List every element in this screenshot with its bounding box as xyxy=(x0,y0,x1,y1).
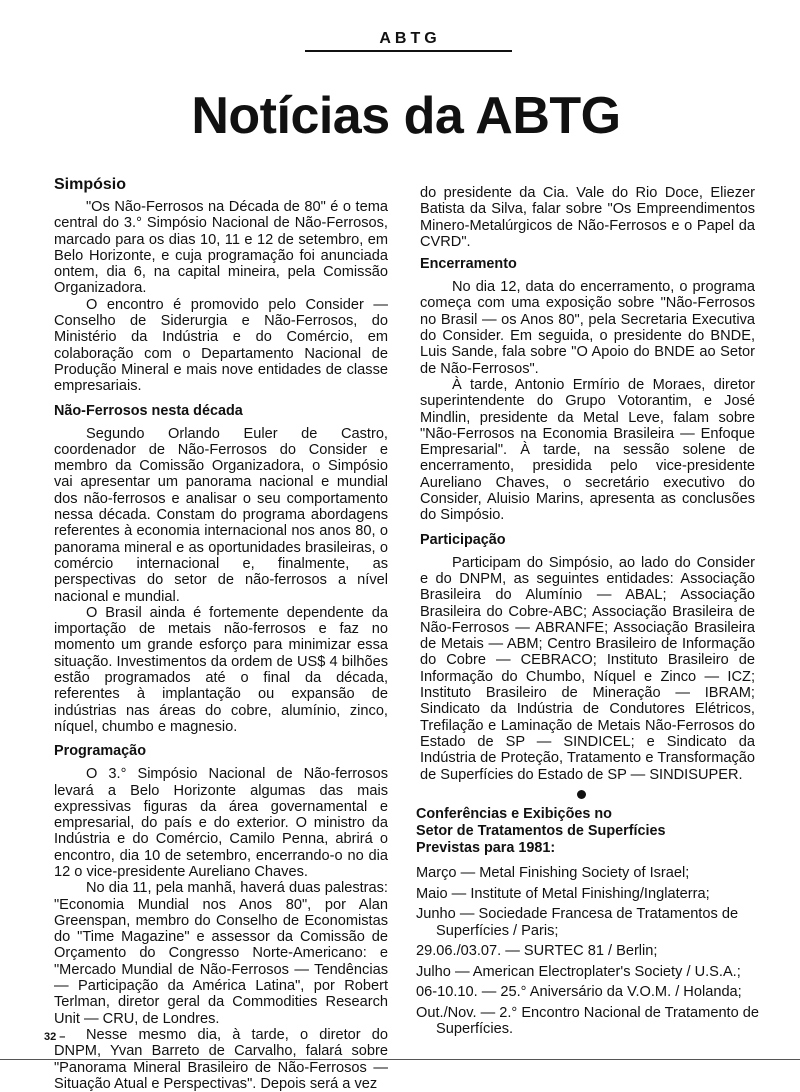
conference-item: Maio — Institute of Metal Finishing/Inglaterra; xyxy=(416,885,710,902)
paragraph: "Os Não-Ferrosos na Década de 80" é o tema central do 3.° Simpósio Nacional de Não-Ferrosos, marcado para os dias 10, 11 e 12 de setembro, em Belo Horizonte, e cuja programação foi anunciada ontem, dia 6, na capital mineira, pela Comissão Organizadora. xyxy=(54,199,388,297)
conferences-heading xyxy=(416,806,761,857)
conferences-heading-line: Previstas para 1981: xyxy=(416,840,556,856)
section-heading-encerramento: Encerramento xyxy=(420,256,517,273)
conference-item: Julho — American Electroplater's Society / U.S.A.; xyxy=(416,963,741,980)
conference-item: 06-10.10. — 25.° Aniversário da V.O.M. / Holanda; xyxy=(416,984,742,1000)
right-column xyxy=(420,185,755,783)
left-column xyxy=(54,176,388,1092)
conference-item: Junho — Sociedade Francesa de Tratamentos de Superfícies / Paris; xyxy=(416,906,739,939)
section-heading-programacao: Programação xyxy=(54,743,146,760)
header-rule xyxy=(305,50,512,52)
conference-item: 29.06./03.07. — SURTEC 81 / Berlin; xyxy=(416,943,658,959)
conference-item: Out./Nov. — 2.° Encontro Nacional de Tratamento de Superfícies. xyxy=(416,1004,760,1037)
paragraph: À tarde, Antonio Ermírio de Moraes, diretor superintendente do Grupo Votorantim, e José Mindlin, presidente da Metal Leve, falam sobre "Não-Ferrosos na Economia Brasileira — Enfoque Empresarial". À tarde, na sessão solene de encerramento, presidida pelo vice-presidente Aureliano Chaves, o secretário executivo do Consider, Aluisio Marins, apresenta as conclusões do Simpósio. xyxy=(420,376,755,524)
conference-item: Março — Metal Finishing Society of Israel; xyxy=(416,865,690,881)
conferences-heading-line: Setor de Tratamentos de Superfícies xyxy=(416,823,666,839)
page-number: 32 – xyxy=(44,1031,66,1043)
conferences-box xyxy=(416,806,761,1042)
paragraph: O Brasil ainda é fortemente dependente da importação de metais não-ferrosos e faz no momento um grande esforço para minimizar essa situação. Investimentos da ordem de US$ 4 bilhões estão programados até o final da década, referentes à implantação ou expansão de indústrias nas áreas do cobre, alumínio, zinco, níquel, chumbo e magnesio. xyxy=(54,604,388,735)
section-heading-nao-ferrosos: Não-Ferrosos nesta década xyxy=(54,402,243,419)
paragraph: Segundo Orlando Euler de Castro, coordenador de Não-Ferrosos do Consider e membro da Comissão Organizadora, o Simpósio vai apresentar um panorama nacional e mundial dos não-ferrosos e analisar o seu comportamento nessa década. Constam do programa abordagens referentes à economia internacional nos anos 80, o panorama mineral e as oportunidades brasileiras, o comércio internacional e, finalmente, as perspectivas do setor de não-ferrosos a nível nacional e mundial. xyxy=(54,425,388,605)
paragraph: O encontro é promovido pelo Consider — Conselho de Siderurgia e Não-Ferrosos, do Ministério da Indústria e do Comércio, em colaboração com o Departamento Nacional de Produção Mineral e mais nove entidades de classe empresariais. xyxy=(54,296,388,395)
bullet-separator xyxy=(577,790,586,799)
paragraph: O 3.° Simpósio Nacional de Não-ferrosos levará a Belo Horizonte algumas das mais expressivas figuras da área governamental e empresarial, do país e do exterior. O ministro da Indústria e do Comércio, Camilo Penna, abrirá o encontro, dia 10 de setembro, encerrando-o no dia 12 o vice-presidente Aureliano Chaves. xyxy=(54,766,388,880)
paragraph: No dia 12, data do encerramento, o programa começa com uma exposição sobre "Não-Ferrosos no Brasil — os Anos 80", pela Secretaria Executiva do Consider. Em seguida, o presidente do BNDE, Luis Sande, fala sobre "O Apoio do BNDE ao Setor de Não-Ferrosos". xyxy=(420,279,755,377)
paragraph: No dia 11, pela manhã, haverá duas palestras: "Economia Mundial nos Anos 80", por Alan Greenspan, membro do Conselho de Economistas do "Time Magazine" e assessor da Comissão de Orçamento do Congresso Norte-Americano: e "Mercado Mundial de Não-Ferrosos — Tendências — Participação da América Latina", por Robert Terlman, diretor geral da Commodities Research Unit — CRU, de Londres. xyxy=(54,880,388,1027)
conferences-heading-line: Conferências e Exibições no xyxy=(416,806,612,822)
paragraph: Nesse mesmo dia, à tarde, o diretor do DNPM, Yvan Barreto de Carvalho, falará sobre "Panorama Mineral Brasileiro de Não-Ferrosos — Situação Atual e Perspectivas". Depois será a vez xyxy=(54,1026,388,1092)
section-header: ABTG xyxy=(379,30,441,47)
section-heading-simposio: Simpósio xyxy=(54,176,127,193)
page-edge-line xyxy=(0,1059,800,1060)
paragraph: do presidente da Cia. Vale do Rio Doce, Eliezer Batista da Silva, falar sobre "Os Empreendimentos Minero-Metalúrgicos de Não-Ferrosos e o Papel da CVRD". xyxy=(420,185,755,250)
section-heading-participacao: Participação xyxy=(420,531,506,548)
paragraph: Participam do Simpósio, ao lado do Consider e do DNPM, as seguintes entidades: Associação Brasileira do Alumínio — ABAL; Associação Brasileira do Cobre-ABC; Associação Brasileira de Não-Ferrosos — ABRANFE; Associação Brasileira de Metais — ABM; Centro Brasileiro de Informação do Cobre — CEBRACO; Instituto Brasileiro de Informação do Chumbo, Níquel e Zinco — ICZ; Instituto Brasileiro de Mineração — IBRAM; Sindicato da Indústria de Condutores Elétricos, Trefilação e Laminação de Metais Não-Ferrosos do Estado de SP — SINDICEL; e Sindicato da Indústria de Proteção, Tratamento e Transformação de Superfícies do Estado de SP — SINDISUPER. xyxy=(420,554,755,783)
page-title: Notícias da ABTG xyxy=(191,87,621,145)
